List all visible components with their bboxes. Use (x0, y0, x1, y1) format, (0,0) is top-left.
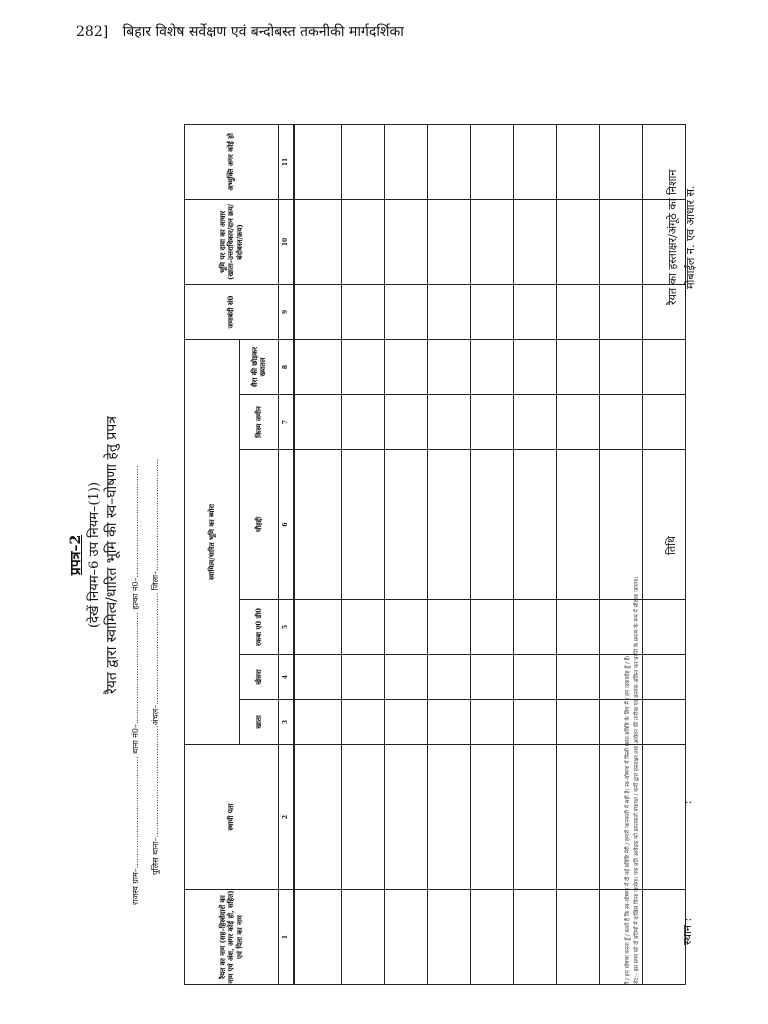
table-cell[interactable] (471, 745, 514, 890)
table-cell[interactable] (643, 450, 686, 600)
table-cell[interactable] (385, 284, 428, 339)
table-cell[interactable] (514, 890, 557, 985)
table-cell[interactable] (342, 395, 385, 450)
form-title-block (52, 125, 172, 985)
table-cell[interactable] (471, 450, 514, 600)
table-cell[interactable] (428, 124, 471, 199)
table-cell[interactable] (428, 199, 471, 284)
table-cell[interactable] (428, 700, 471, 745)
place-label: स्थान : (681, 917, 694, 945)
declaration-note (624, 125, 642, 985)
table-cell[interactable] (557, 600, 600, 655)
table-cell[interactable] (557, 745, 600, 890)
table-cell[interactable] (514, 745, 557, 890)
header-rakba: रकबा ए0 डी0 (240, 600, 279, 655)
table-cell[interactable] (428, 395, 471, 450)
table-cell[interactable] (643, 395, 686, 450)
table-cell[interactable] (643, 600, 686, 655)
table-cell[interactable] (342, 284, 385, 339)
table-cell[interactable] (428, 450, 471, 600)
page-number: 282] (76, 24, 109, 40)
table-cell[interactable] (428, 339, 471, 394)
column-number: 3 (279, 700, 295, 745)
note-text: नोट:– इस प्रपत्र को दो प्रतियों में दाखिल किया जायेगा। एक प्रति आवेदक को प्राप्तकर्ता पंचायत / कर्मी द्वारा हस्ताक्षर तथा आवेदन की तारीख एवं क्रमांक अंकित कर प्राप्ति के प्रमाण के रूप में लौटाया जाएगा। (634, 576, 640, 985)
table-cell[interactable] (514, 700, 557, 745)
table-cell[interactable] (514, 600, 557, 655)
form-subtitle: रैयत द्वारा स्वामित्व/धारित भूमि की स्व–घोषणा हेतु प्रपत्र (104, 416, 120, 694)
table-cell[interactable] (557, 890, 600, 985)
header-khatiyan: सैरा की छोड़कर ख्यातल (240, 339, 279, 394)
table-row (294, 124, 342, 984)
table-cell[interactable] (342, 890, 385, 985)
form-rule-reference: (देखें नियम–6 उप नियम–(1)) (87, 481, 102, 629)
column-number: 10 (279, 199, 295, 284)
book-title: बिहार विशेष सर्वेक्षण एवं बन्दोबस्त तकनीकी मार्गदर्शिका (122, 24, 404, 40)
location-fields-line2: पुलिस थाना–............................................अंचल–............................................ जिला–............................................ (151, 458, 160, 875)
table-cell[interactable] (385, 745, 428, 890)
table-cell[interactable] (342, 600, 385, 655)
table-row (385, 124, 428, 984)
column-number: 5 (279, 600, 295, 655)
table-cell[interactable] (514, 339, 557, 394)
table-row (514, 124, 557, 984)
table-cell[interactable] (342, 450, 385, 600)
table-cell[interactable] (294, 890, 342, 985)
table-cell[interactable] (514, 199, 557, 284)
column-number: 11 (279, 124, 295, 199)
table-cell[interactable] (471, 655, 514, 700)
table-cell[interactable] (342, 655, 385, 700)
table-cell[interactable] (471, 890, 514, 985)
table-cell[interactable] (471, 700, 514, 745)
table-cell[interactable] (471, 199, 514, 284)
table-cell[interactable] (385, 199, 428, 284)
table-cell[interactable] (385, 339, 428, 394)
table-cell[interactable] (342, 199, 385, 284)
table-cell[interactable] (557, 284, 600, 339)
table-cell[interactable] (428, 600, 471, 655)
table-cell[interactable] (557, 655, 600, 700)
column-number: 8 (279, 339, 295, 394)
column-number: 4 (279, 655, 295, 700)
table-row (428, 124, 471, 984)
rotated-form (52, 125, 742, 985)
table-cell[interactable] (428, 284, 471, 339)
header-claim-basis: भूमि पर दावा का आधार (खाता–उत्तराधिकार/दान क्रय/बंदोबस्त/क्रय) (185, 199, 279, 284)
table-cell[interactable] (294, 450, 342, 600)
table-cell[interactable] (385, 124, 428, 199)
date-label: तिथि (665, 536, 678, 555)
table-cell[interactable] (342, 700, 385, 745)
table-cell[interactable] (471, 124, 514, 199)
header-chauhaddi: चौहद्दी (240, 450, 279, 600)
table-cell[interactable] (294, 339, 342, 394)
column-number: 6 (279, 450, 295, 600)
table-cell[interactable] (514, 284, 557, 339)
header-permanent-address: स्थायी पता (185, 745, 279, 890)
signature-block (664, 170, 700, 305)
table-cell[interactable] (385, 700, 428, 745)
table-cell[interactable] (471, 395, 514, 450)
header-khesra: खेसरा (240, 655, 279, 700)
table-cell[interactable] (385, 450, 428, 600)
mobile-aadhaar-label: मोबाईल नं. एवं आधार सं. (684, 185, 697, 290)
header-land-details: स्वामित्व/धारित भूमि का ब्योरा (185, 339, 240, 744)
table-cell[interactable] (514, 450, 557, 600)
table-cell[interactable] (294, 124, 342, 199)
header-khata: खाता (240, 700, 279, 745)
table-cell[interactable] (643, 655, 686, 700)
place-field (680, 801, 695, 945)
table-cell[interactable] (294, 395, 342, 450)
table-cell[interactable] (385, 890, 428, 985)
column-number: 7 (279, 395, 295, 450)
table-cell[interactable] (385, 600, 428, 655)
table-row (557, 124, 600, 984)
table-row (342, 124, 385, 984)
header-raiyat-name: रैयत का नाम (सह–हिस्सेदारों का नाम एवं अंश, अगर कोई हो, सहित) एवं पिता का नाम (185, 890, 279, 985)
declaration-text: मैं / हम घोषणा करता हूँ / करते हैं कि स्व–घोषणा में दी गई प्रविष्टि मेरी / हमारी जानकारी में सही है। स्व–घोषणा में किसी गलत प्रविष्टि के लिए मैं / हम जवाबदेह हूँ / हैं। (625, 655, 631, 985)
table-cell[interactable] (342, 339, 385, 394)
table-cell[interactable] (294, 700, 342, 745)
table-cell[interactable] (471, 600, 514, 655)
table-row (471, 124, 514, 984)
table-cell[interactable] (514, 655, 557, 700)
location-fields-line1: राजस्व ग्राम–............................................ थाना नं0–............................................ हल्का नं0–............................................ (131, 465, 140, 905)
table-cell[interactable] (514, 395, 557, 450)
page-header (76, 22, 404, 41)
place-colon: : (681, 800, 694, 805)
signature-label: रैयत का हस्ताक्षर/अंगूठे का निशान (666, 169, 679, 305)
table-cell[interactable] (557, 124, 600, 199)
table-cell[interactable] (428, 655, 471, 700)
table-cell[interactable] (514, 124, 557, 199)
table-cell[interactable] (294, 199, 342, 284)
table-cell[interactable] (294, 600, 342, 655)
table-cell[interactable] (557, 339, 600, 394)
column-number: 9 (279, 284, 295, 339)
table-cell[interactable] (294, 284, 342, 339)
column-number: 2 (279, 745, 295, 890)
table-cell[interactable] (385, 655, 428, 700)
header-jamabandi: जमाबंदी सं0 (185, 284, 279, 339)
table-cell[interactable] (643, 700, 686, 745)
table-cell[interactable] (428, 890, 471, 985)
table-cell[interactable] (557, 700, 600, 745)
table-cell[interactable] (428, 745, 471, 890)
table-cell[interactable] (385, 395, 428, 450)
table-cell[interactable] (557, 199, 600, 284)
table-cell[interactable] (294, 745, 342, 890)
table-cell[interactable] (643, 339, 686, 394)
header-land-type: किस्म जमीन (240, 395, 279, 450)
table-cell[interactable] (557, 395, 600, 450)
table-cell[interactable] (471, 284, 514, 339)
header-remarks: अभ्युक्ति अगर कोई हो (185, 124, 279, 199)
form-title: प्रपत्र–2 (68, 534, 84, 576)
column-number: 1 (279, 890, 295, 985)
table-cell[interactable] (342, 124, 385, 199)
table-cell[interactable] (557, 450, 600, 600)
declaration-table (184, 124, 686, 985)
table-cell[interactable] (471, 339, 514, 394)
table-cell[interactable] (342, 745, 385, 890)
table-cell[interactable] (294, 655, 342, 700)
